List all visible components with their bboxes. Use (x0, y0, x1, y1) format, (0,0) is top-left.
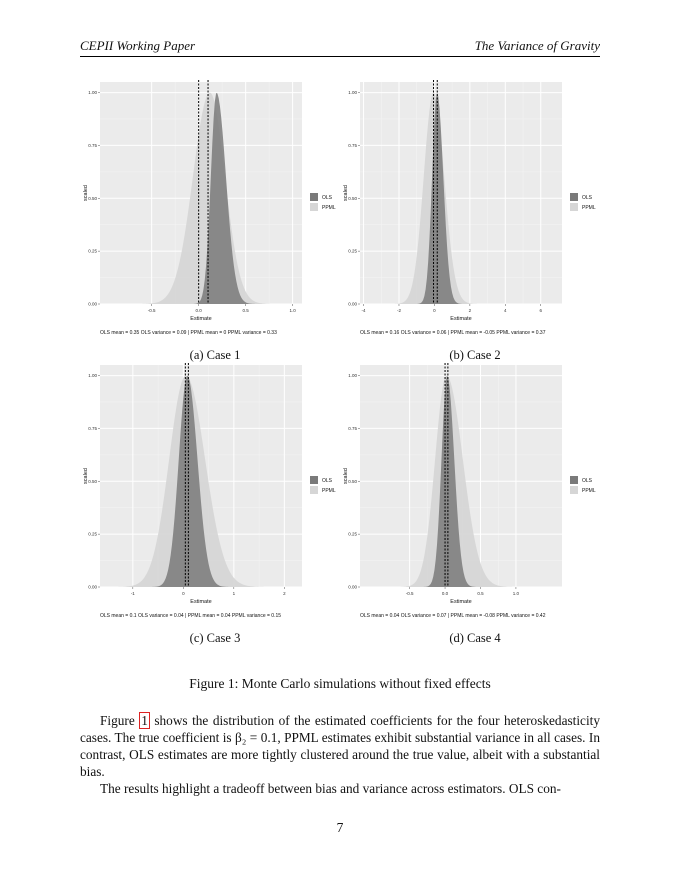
y-axis-title: scaled (83, 468, 89, 484)
legend-key-ppml (310, 486, 318, 494)
y-axis-title: scaled (343, 468, 349, 484)
chart-note: OLS mean = 0.16 OLS variance = 0.06 | PPML mean = -0.05 PPML variance = 0.37 (360, 330, 546, 336)
x-axis-title: Estimate (450, 316, 472, 322)
page-number: 7 (336, 820, 344, 835)
y-tick-label: 0.75 (348, 142, 357, 148)
y-tick-label: 0.75 (348, 425, 357, 431)
y-tick-label: 1.00 (88, 90, 97, 96)
figure-panel-a (80, 78, 350, 368)
x-tick-label: 0.5 (477, 591, 484, 596)
figure-caption: Figure 1: Monte Carlo simulations without fixed effects (189, 676, 491, 691)
x-tick-label: 0.0 (441, 591, 449, 596)
legend-label: OLS (582, 478, 593, 484)
density-chart-d (340, 361, 610, 631)
x-tick-label: 2 (283, 591, 286, 596)
figure-panel-c (80, 361, 350, 651)
y-tick-label: 0.25 (348, 531, 357, 537)
y-tick-label: 0.00 (88, 301, 97, 307)
x-tick-label: 4 (504, 308, 507, 313)
legend (310, 193, 336, 211)
figure-panel-d (340, 361, 610, 651)
y-tick-label: 1.00 (348, 373, 357, 379)
y-axis-title: scaled (343, 185, 349, 201)
legend (570, 476, 596, 494)
legend-label: PPML (582, 205, 596, 211)
legend-key-ols (570, 476, 578, 484)
y-tick-label: 0.25 (88, 531, 97, 537)
legend-label: PPML (322, 205, 336, 211)
density-chart-c (80, 361, 350, 631)
y-tick-label: 0.50 (348, 478, 357, 484)
y-tick-label: 0.25 (88, 248, 97, 254)
y-tick-label: 0.00 (348, 584, 357, 590)
y-axis-title: scaled (83, 185, 89, 201)
y-tick-label: 1.00 (348, 90, 357, 96)
legend-label: PPML (582, 488, 596, 494)
running-header (80, 36, 600, 57)
x-tick-label: 0.5 (242, 308, 249, 313)
x-axis-title: Estimate (190, 599, 212, 605)
header-journal: CEPII Working Paper (80, 38, 196, 53)
x-axis-title: Estimate (450, 599, 472, 605)
density-chart-a (80, 78, 350, 348)
legend (570, 193, 596, 211)
x-tick-label: -2 (396, 308, 401, 313)
legend-label: OLS (582, 195, 593, 201)
legend-key-ols (310, 193, 318, 201)
figure-reference-link[interactable]: 1 (141, 713, 148, 728)
header-paper-title: The Variance of Gravity (474, 38, 600, 53)
x-tick-label: 1.0 (512, 591, 520, 596)
panel-caption: (a) Case 1 (189, 348, 241, 362)
paragraph: The results highlight a tradeoff between bias and variance across estimators. OLS con- (100, 781, 561, 796)
x-tick-label: 6 (539, 308, 542, 313)
x-tick-label: -0.5 (147, 308, 156, 313)
y-tick-label: 0.50 (88, 478, 97, 484)
y-tick-label: 0.50 (88, 195, 97, 201)
x-tick-label: -0.5 (405, 591, 414, 596)
x-tick-label: 1.0 (289, 308, 296, 313)
paragraph (80, 712, 600, 780)
legend-key-ppml (310, 203, 318, 211)
panel-caption: (c) Case 3 (189, 631, 241, 645)
y-tick-label: 1.00 (88, 373, 97, 379)
x-tick-label: 0 (182, 591, 185, 596)
legend-key-ols (310, 476, 318, 484)
body-text (80, 712, 600, 797)
x-axis-title: Estimate (190, 316, 212, 322)
panel-caption: (d) Case 4 (449, 631, 501, 645)
x-tick-label: 2 (468, 308, 472, 313)
x-tick-label: -1 (130, 591, 135, 596)
y-tick-label: 0.50 (348, 195, 357, 201)
legend-label: PPML (322, 488, 336, 494)
x-tick-label: -4 (361, 308, 366, 313)
legend-label: OLS (322, 478, 333, 484)
y-tick-label: 0.75 (88, 142, 97, 148)
paragraph-text: shows the distribution of the estimated coefficients for the four heteroskedasticity cases. The true coefficient is β₂ = 0.1, PPML estimates exhibit substantial variance in all cases. In contrast, OLS estimates are more tightly clustered around the true value, albeit with a substantial bias. (80, 713, 600, 779)
x-tick-label: 0.0 (195, 308, 202, 313)
x-tick-label: 0 (433, 308, 436, 313)
y-tick-label: 0.75 (88, 425, 97, 431)
legend-label: OLS (322, 195, 333, 201)
chart-note: OLS mean = 0.1 OLS variance = 0.04 | PPML mean = 0.04 PPML variance = 0.15 (100, 613, 282, 619)
plot-background (360, 82, 562, 304)
y-tick-label: 0.00 (88, 584, 97, 590)
panel-caption: (b) Case 2 (449, 348, 501, 362)
legend (310, 476, 336, 494)
chart-note: OLS mean = 0.35 OLS variance = 0.09 | PPML mean = 0 PPML variance = 0.33 (100, 330, 277, 336)
density-chart-b (340, 78, 610, 348)
legend-key-ppml (570, 203, 578, 211)
x-tick-label: 1 (232, 591, 236, 596)
legend-key-ols (570, 193, 578, 201)
figure-panel-b (340, 78, 610, 368)
paragraph-text: Figure (100, 713, 140, 728)
y-tick-label: 0.25 (348, 248, 357, 254)
y-tick-label: 0.00 (348, 301, 357, 307)
chart-note: OLS mean = 0.04 OLS variance = 0.07 | PPML mean = -0.08 PPML variance = 0.42 (360, 613, 546, 619)
legend-key-ppml (570, 486, 578, 494)
